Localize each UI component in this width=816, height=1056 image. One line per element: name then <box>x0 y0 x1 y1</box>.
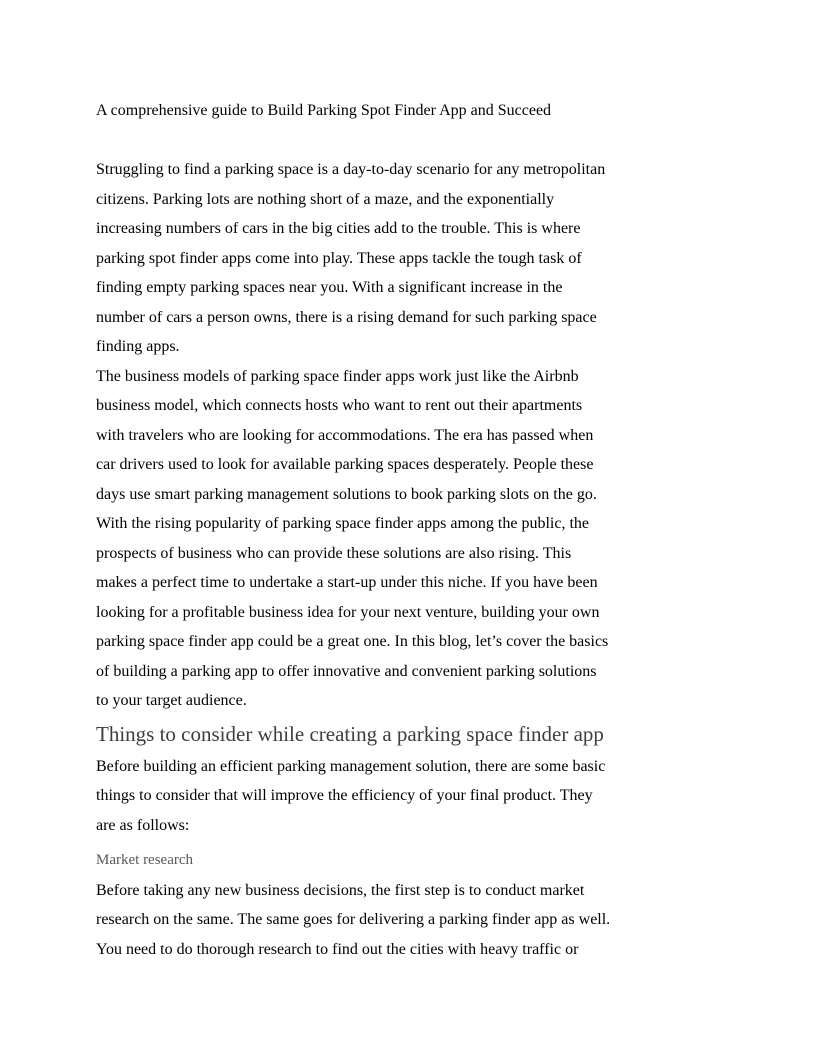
text-line: You need to do thorough research to find out the cities with heavy traffic or <box>96 940 579 958</box>
text-line: Before taking any new business decisions, the first step is to conduct market <box>96 881 585 899</box>
section-heading: Things to consider while creating a parking space finder app <box>96 721 604 746</box>
text-line: looking for a profitable business idea for your next venture, building your own <box>96 603 600 621</box>
text-line: citizens. Parking lots are nothing short of a maze, and the exponentially <box>96 190 555 208</box>
text-line: Struggling to find a parking space is a day-to-day scenario for any metropolitan <box>96 161 606 178</box>
document-title: A comprehensive guide to Build Parking Spot Finder App and Succeed <box>96 102 552 119</box>
text-line: business model, which connects hosts who want to rent out their apartments <box>96 397 583 414</box>
text-line: makes a perfect time to undertake a start-up under this niche. If you have been <box>96 574 598 591</box>
text-line: parking space finder app could be a great one. In this blog, let’s cover the basics <box>96 633 609 650</box>
text-line: increasing numbers of cars in the big cities add to the trouble. This is where <box>96 220 581 237</box>
paragraph-intro <box>96 155 720 362</box>
subheading-market-research: Market research <box>96 852 194 868</box>
blank-line <box>96 126 720 156</box>
paragraph-market-research <box>96 876 720 965</box>
text-line: things to consider that will improve the efficiency of your final product. They <box>96 787 593 804</box>
text-line: The business models of parking space finder apps work just like the Airbnb <box>96 367 579 385</box>
text-line: finding apps. <box>96 338 180 355</box>
text-line: car drivers used to look for available parking spaces desperately. People these <box>96 456 594 473</box>
text-line: are as follows: <box>96 816 190 834</box>
text-line: With the rising popularity of parking space finder apps among the public, the <box>96 515 590 532</box>
text-line: with travelers who are looking for accommodations. The era has passed when <box>96 426 594 444</box>
text-line: of building a parking app to offer innovative and convenient parking solutions <box>96 662 597 680</box>
text-line: to your target audience. <box>96 692 247 709</box>
text-line: research on the same. The same goes for delivering a parking finder app as well. <box>96 911 611 928</box>
text-line: finding empty parking spaces near you. With a significant increase in the <box>96 279 563 296</box>
text-line: prospects of business who can provide these solutions are also rising. This <box>96 544 572 562</box>
paragraph-considerations <box>96 752 720 841</box>
text-line: parking spot finder apps come into play. These apps tackle the tough task of <box>96 249 582 267</box>
paragraph-business-model <box>96 362 720 716</box>
text-line: Before building an efficient parking management solution, there are some basic <box>96 757 606 775</box>
text-line: number of cars a person owns, there is a rising demand for such parking space <box>96 308 597 326</box>
text-line: days use smart parking management solutions to book parking slots on the go. <box>96 485 597 503</box>
